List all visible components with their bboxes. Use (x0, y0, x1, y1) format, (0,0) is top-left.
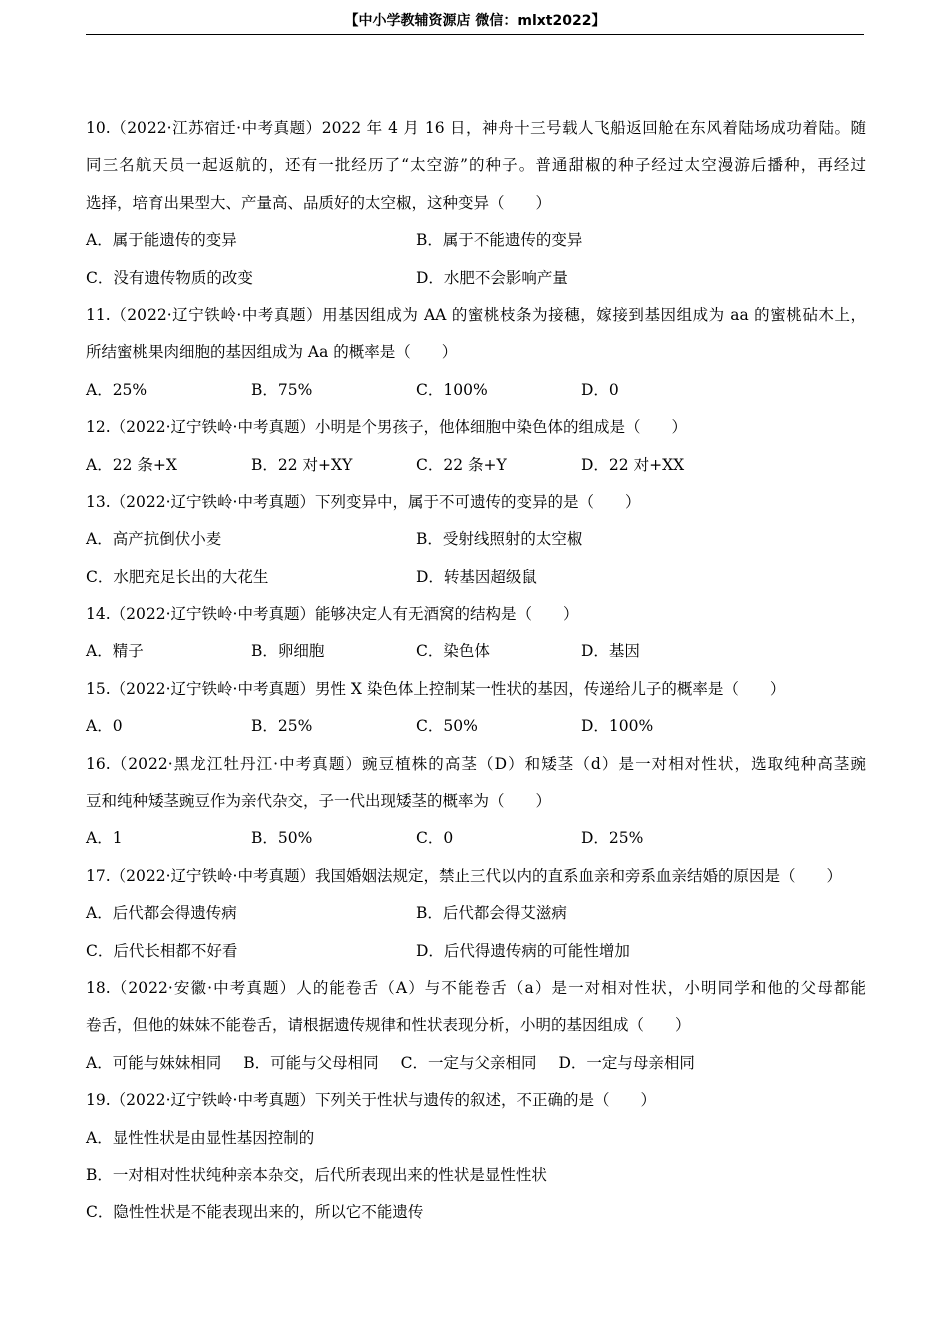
answer-option: B．一对相对性状纯种亲本杂交，后代所表现出来的性状是显性性状 (86, 1165, 547, 1184)
options-row (86, 1194, 866, 1231)
answer-option: C．50% (416, 717, 478, 736)
options-row (86, 447, 866, 484)
answer-option: B．属于不能遗传的变异 (416, 231, 583, 250)
answer-option: B．后代都会得艾滋病 (416, 904, 567, 923)
answer-option: C．隐性性状是不能表现出来的，所以它不能遗传 (86, 1203, 424, 1222)
answer-option: D．转基因超级鼠 (416, 567, 537, 586)
question-stem-line: 18.（2022·安徽·中考真题）人的能卷舌（A）与不能卷舌（a）是一对相对性状，小明同学和他的父母都能 (86, 978, 866, 997)
question-block (86, 671, 866, 746)
answer-option: B．50% (251, 829, 313, 848)
options-row (86, 372, 866, 409)
answer-option: A．1 (86, 829, 123, 848)
page-header: 【中小学教辅资源店 微信：mlxt2022】 (86, 8, 864, 35)
answer-option: C．100% (416, 380, 488, 399)
answer-option: A．高产抗倒伏小麦 (86, 530, 222, 549)
question-block (86, 297, 866, 409)
question-block (86, 858, 866, 970)
answer-option: B．75% (251, 380, 313, 399)
answer-option: D．后代得遗传病的可能性增加 (416, 941, 630, 960)
answer-option: A．显性性状是由显性基因控制的 (86, 1128, 315, 1147)
answer-option: C．没有遗传物质的改变 (86, 268, 253, 287)
question-stem-line: 卷舌，但他的妹妹不能卷舌，请根据遗传规律和性状表现分析，小明的基因组成（ ） (86, 1016, 691, 1035)
options-row (86, 559, 866, 596)
answer-option: D．25% (581, 829, 644, 848)
answer-option: B．22 对+XY (251, 455, 353, 474)
question-block (86, 970, 866, 1082)
question-block (86, 409, 866, 484)
options-row (86, 895, 866, 932)
answer-option: D．一定与母亲相同 (558, 1053, 695, 1072)
answer-option: B．可能与父母相同 (243, 1053, 379, 1072)
question-list (86, 110, 866, 1232)
question-stem-line: 17.（2022·辽宁铁岭·中考真题）我国婚姻法规定，禁止三代以内的直系血亲和旁系血亲结婚的原因是（ ） (86, 866, 842, 885)
options-row (86, 260, 866, 297)
question-stem-line: 豆和纯种矮茎豌豆作为亲代杂交，子一代出现矮茎的概率为（ ） (86, 792, 552, 811)
question-stem-line: 19.（2022·辽宁铁岭·中考真题）下列关于性状与遗传的叙述，不正确的是（ ） (86, 1091, 656, 1110)
answer-option: A．属于能遗传的变异 (86, 231, 237, 250)
question-stem-line: 14.（2022·辽宁铁岭·中考真题）能够决定人有无酒窝的结构是（ ） (86, 605, 579, 624)
options-row (86, 521, 866, 558)
question-stem-line: 所结蜜桃果肉细胞的基因组成为 Aa 的概率是（ ） (86, 343, 458, 362)
answer-option: C．后代长相都不好看 (86, 941, 238, 960)
answer-option: D．0 (581, 380, 619, 399)
question-stem-line: 11.（2022·辽宁铁岭·中考真题）用基因组成为 AA 的蜜桃枝条为接穗，嫁接到基因组成为 aa 的蜜桃砧木上， (86, 305, 866, 324)
options-row (86, 820, 866, 857)
answer-option: A．0 (86, 717, 123, 736)
options-row (86, 222, 866, 259)
answer-option: B．卵细胞 (251, 642, 325, 661)
options-row (86, 1157, 866, 1194)
answer-option: C．一定与父亲相同 (400, 1053, 537, 1072)
question-stem-line: 13.（2022·辽宁铁岭·中考真题）下列变异中，属于不可遗传的变异的是（ ） (86, 492, 641, 511)
options-row (86, 1120, 866, 1157)
options-row (86, 933, 866, 970)
question-stem-line: 同三名航天员一起返航的，还有一批经历了“太空游”的种子。普通甜椒的种子经过太空漫游后播种，再经过 (86, 156, 866, 175)
question-block (86, 110, 866, 297)
answer-option: A．后代都会得遗传病 (86, 904, 237, 923)
answer-option: A．25% (86, 380, 148, 399)
answer-option: C．水肥充足长出的大花生 (86, 567, 269, 586)
question-stem-line: 16.（2022·黑龙江牡丹江·中考真题）豌豆植株的高茎（D）和矮茎（d）是一对相对性状，选取纯种高茎豌 (86, 754, 866, 773)
question-stem-line: 15.（2022·辽宁铁岭·中考真题）男性 X 染色体上控制某一性状的基因，传递给儿子的概率是（ ） (86, 679, 786, 698)
answer-option: C．染色体 (416, 642, 490, 661)
answer-option: A．22 条+X (86, 455, 177, 474)
answer-option: C．22 条+Y (416, 455, 507, 474)
answer-option: B．25% (251, 717, 313, 736)
answer-option: C．0 (416, 829, 454, 848)
options-row (86, 633, 866, 670)
answer-option: B．受射线照射的太空椒 (416, 530, 583, 549)
question-stem-line: 选择，培育出果型大、产量高、品质好的太空椒，这种变异（ ） (86, 193, 552, 212)
answer-option: D．100% (581, 717, 654, 736)
question-block (86, 596, 866, 671)
answer-option: A．可能与妹妹相同 (86, 1053, 222, 1072)
question-block (86, 746, 866, 858)
options-row (86, 708, 866, 745)
question-stem-line: 10.（2022·江苏宿迁·中考真题）2022 年 4 月 16 日，神舟十三号载人飞船返回舱在东风着陆场成功着陆。随 (86, 119, 866, 137)
answer-option: D．水肥不会影响产量 (416, 268, 568, 287)
answer-option: A．精子 (86, 642, 144, 661)
question-stem-line: 12.（2022·辽宁铁岭·中考真题）小明是个男孩子，他体细胞中染色体的组成是（ ） (86, 418, 687, 437)
question-block (86, 1082, 866, 1232)
answer-option: D．基因 (581, 642, 640, 661)
answer-option: D．22 对+XX (581, 455, 685, 474)
options-row (86, 1045, 866, 1082)
question-block (86, 484, 866, 596)
